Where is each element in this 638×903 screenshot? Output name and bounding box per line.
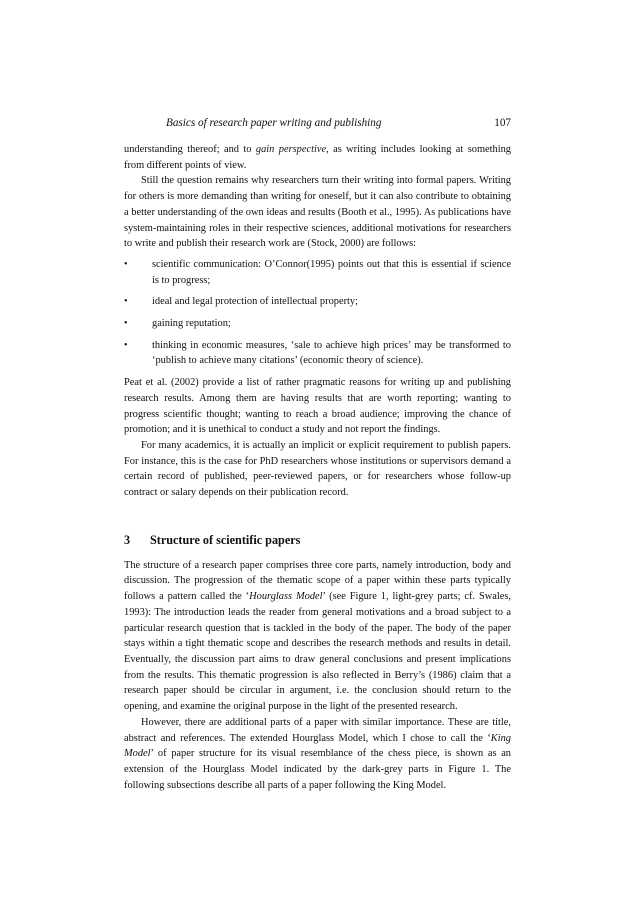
bullet-icon: • bbox=[124, 318, 128, 330]
emphasis: King Model bbox=[124, 732, 511, 760]
bullet-icon: • bbox=[124, 296, 128, 308]
paragraph: The structure of a research paper comprises three core parts, namely introduction, body and discussion. The progression of the thematic scope of a paper within these parts typically follows a pattern called the ‘Hourglass Model’ (see Figure 1, light-grey parts; cf. Swales, 1993): The introduction leads the reader from general motivations and a broad subject to a particular research question that is tackled in the body of the paper. The body of the paper stays within a tight thematic scope and describes the research methods and results in detail. Eventually, the discussion part aims to draw general conclusions and present implications from the results. This thematic progression is also reflected in Berry’s (1986) claim that a research paper should be circular in argument, i.e. the conclusion should return to the opening, and examine the original purpose in the light of the presented research. bbox=[124, 559, 511, 713]
section-heading bbox=[124, 532, 511, 548]
section-title: Structure of scientific papers bbox=[150, 532, 301, 547]
running-title: Basics of research paper writing and publishing bbox=[166, 117, 382, 129]
paragraph: Still the question remains why researchers turn their writing into formal papers. Writing for others is more demanding than writing for oneself, but it can also contribute to obtaining a better understanding of the own ideas and results (Booth et al., 1995). As publications have system-maintaining roles in their respective sciences, additional motivations for researchers to write and publish their research work are (Stock, 2000) are follows: bbox=[124, 175, 511, 250]
page-number: 107 bbox=[494, 117, 511, 129]
list-item: • ideal and legal protection of intellectual property; bbox=[124, 294, 511, 310]
emphasis: gain perspective bbox=[255, 144, 327, 155]
paragraph: understanding thereof; and to gain perspective, as writing includes looking at something from different points of view. bbox=[124, 144, 511, 171]
bullet-list bbox=[124, 257, 511, 369]
paragraph: However, there are additional parts of a paper with similar importance. These are title, abstract and references. The extended Hourglass Model, which I chose to call the ‘King Model’ of paper structure for its visual resemblance of the chess piece, is shown as an extension of the Hourglass Model indicated by the dark-grey parts in Figure 1. The following subsections describe all parts of a paper following the King Model. bbox=[124, 716, 511, 791]
section-number: 3 bbox=[124, 532, 131, 547]
list-item: • gaining reputation; bbox=[124, 316, 511, 332]
list-item: • thinking in economic measures, ‘sale to achieve high prices’ may be transformed to ‘publish to achieve many citations’ (economic theory of science). bbox=[124, 339, 511, 367]
bullet-icon: • bbox=[124, 339, 128, 351]
emphasis: Hourglass Model bbox=[249, 591, 323, 603]
list-item: • scientific communication: O’Connor(1995) points out that this is essential if science is to progress; bbox=[124, 258, 511, 286]
bullet-icon: • bbox=[124, 258, 128, 270]
body-text bbox=[124, 142, 511, 793]
paragraph: Peat et al. (2002) provide a list of rather pragmatic reasons for writing up and publishing research results. Among them are having results that are worth reporting; wanting to progress scientific thought; wanting to reach a broad audience; improving the chance of promotion; and it is unethical to conduct a study and not report the findings. bbox=[124, 377, 511, 436]
paragraph: For many academics, it is actually an implicit or explicit requirement to publish papers. For instance, this is the case for PhD researchers whose institutions or supervisors demand a certain record of published, peer-reviewed papers, or for researchers whose follow-up contract or salary depends on their publication record. bbox=[124, 439, 511, 499]
